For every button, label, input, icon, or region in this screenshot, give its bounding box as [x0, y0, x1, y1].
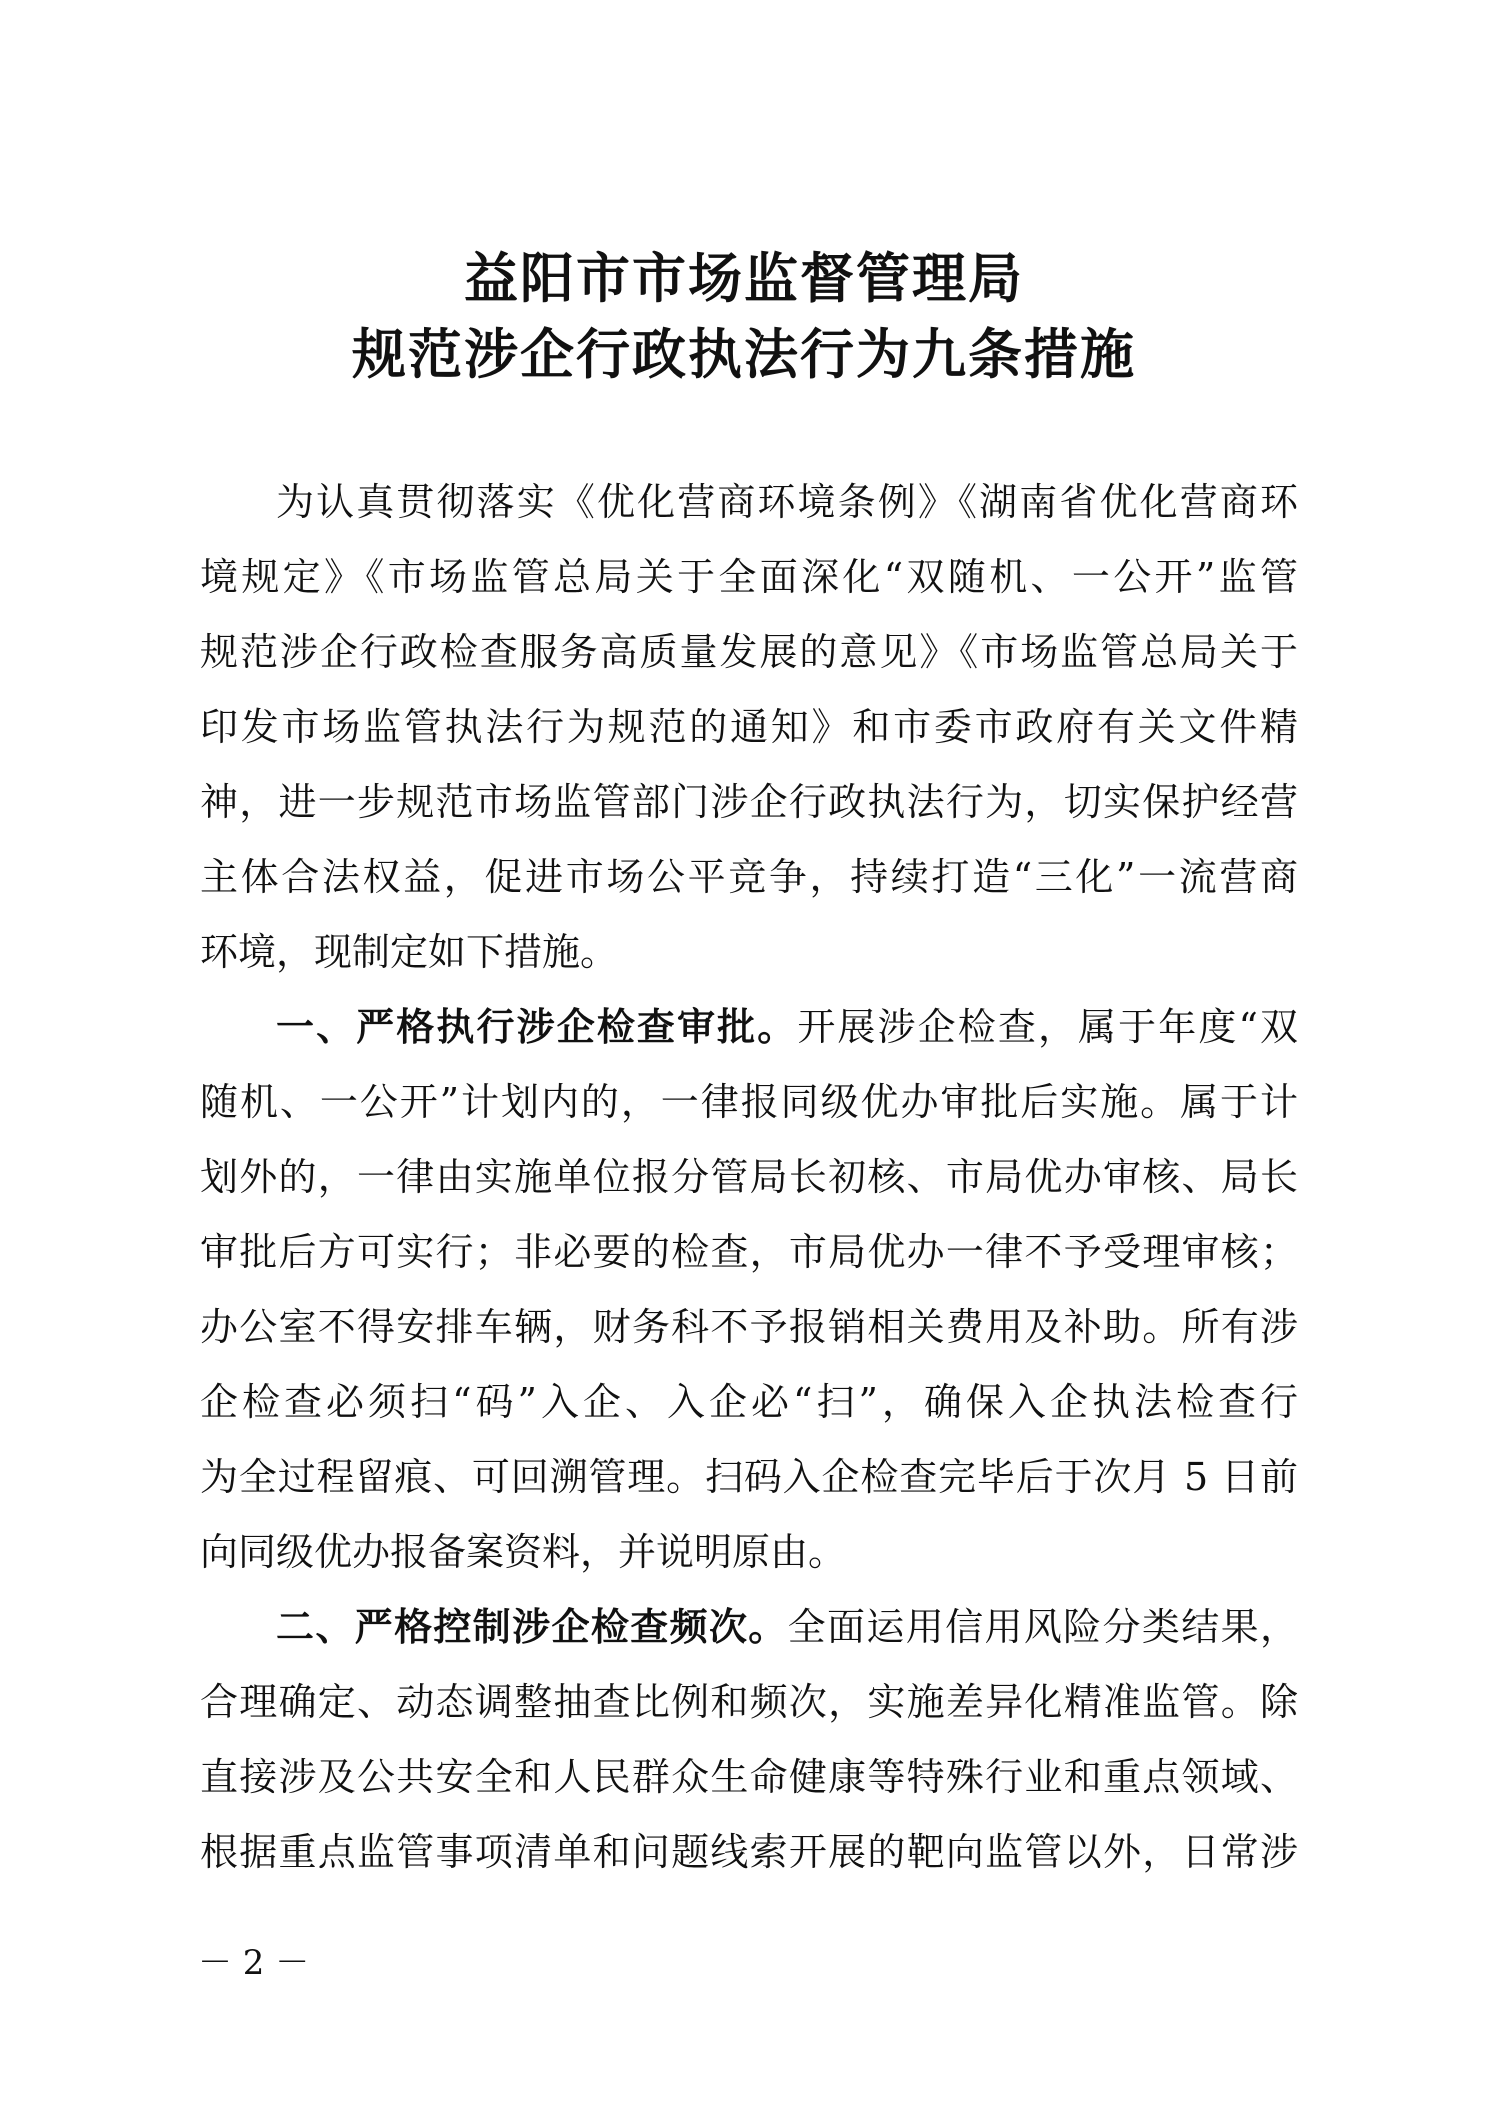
intro-line: 为认真贯彻落实《优化营商环境条例》《湖南省优化营商环: [276, 480, 1298, 524]
section2-line: 根据重点监管事项清单和问题线索开展的靶向监管以外，日常涉: [200, 1830, 1298, 1874]
section1-line: 向同级优办报备案资料，并说明原由。: [200, 1530, 847, 1574]
section1-line: 企检查必须扫“码”入企、入企必“扫”，确保入企执法检查行: [200, 1380, 1298, 1424]
document-title-line1: 益阳市市场监督管理局: [464, 246, 1024, 310]
intro-line: 印发市场监管执法行为规范的通知》和市委市政府有关文件精: [200, 705, 1298, 749]
section1-text: 开展涉企检查，属于年度“双: [797, 1005, 1298, 1049]
section1-line: 随机、一公开”计划内的，一律报同级优办审批后实施。属于计: [200, 1080, 1298, 1124]
section2-line: 合理确定、动态调整抽查比例和频次，实施差异化精准监管。除: [200, 1680, 1298, 1724]
section2-line: 直接涉及公共安全和人民群众生命健康等特殊行业和重点领域、: [200, 1755, 1298, 1799]
section1-first-line: [276, 997, 1298, 1057]
section1-line: 审批后方可实行；非必要的检查，市局优办一律不予受理审核；: [200, 1230, 1298, 1274]
page-number: － 2 －: [198, 1943, 310, 1983]
section2-heading: 二、严格控制涉企检查频次。: [276, 1605, 788, 1649]
document-title-line2: 规范涉企行政执法行为九条措施: [352, 322, 1136, 386]
intro-line: 规范涉企行政检查服务高质量发展的意见》《市场监管总局关于: [200, 630, 1298, 674]
section2-text: 全面运用信用风险分类结果，: [787, 1605, 1298, 1649]
section1-line: 为全过程留痕、可回溯管理。扫码入企检查完毕后于次月 5 日前: [200, 1455, 1298, 1499]
section2-first-line: [276, 1597, 1298, 1657]
section1-heading: 一、严格执行涉企检查审批。: [276, 1005, 798, 1049]
section1-line: 办公室不得安排车辆，财务科不予报销相关费用及补助。所有涉: [200, 1305, 1298, 1349]
intro-line: 环境，现制定如下措施。: [200, 930, 619, 974]
intro-line: 主体合法权益，促进市场公平竞争，持续打造“三化”一流营商: [200, 855, 1298, 899]
section1-line: 划外的，一律由实施单位报分管局长初核、市局优办审核、局长: [200, 1155, 1298, 1199]
intro-line: 神，进一步规范市场监管部门涉企行政执法行为，切实保护经营: [200, 780, 1298, 824]
intro-line: 境规定》《市场监管总局关于全面深化“双随机、一公开”监管: [200, 555, 1298, 599]
